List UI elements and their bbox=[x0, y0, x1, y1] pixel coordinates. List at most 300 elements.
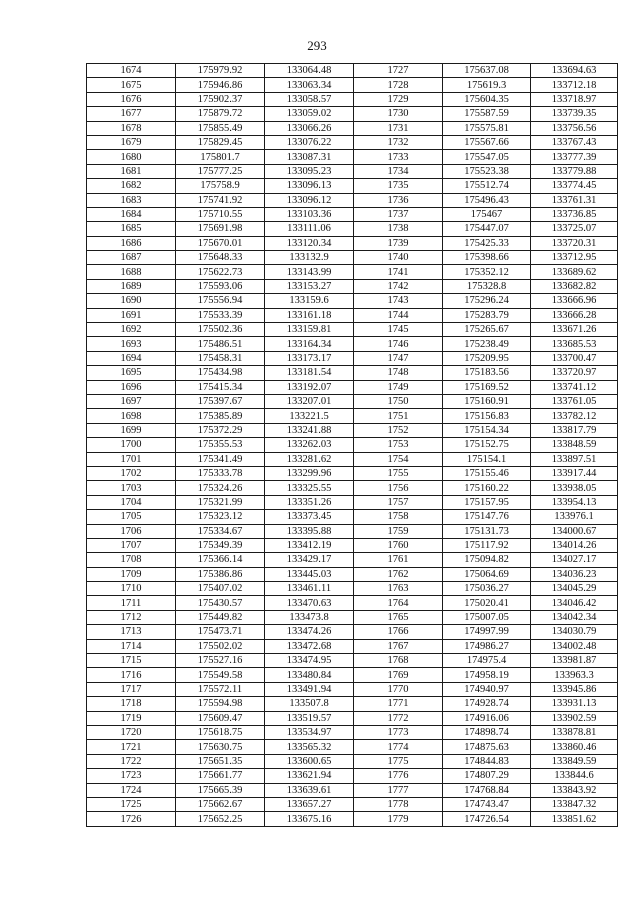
y-coordinate-cell: 133963.3 bbox=[531, 668, 618, 682]
table-row bbox=[87, 452, 618, 466]
point-number-cell: 1765 bbox=[354, 610, 443, 624]
y-coordinate-cell: 133565.32 bbox=[265, 740, 354, 754]
x-coordinate-cell: 175458.31 bbox=[176, 351, 265, 365]
x-coordinate-cell: 175533.39 bbox=[176, 308, 265, 322]
table-row bbox=[87, 207, 618, 221]
point-number-cell: 1685 bbox=[87, 222, 176, 236]
point-number-cell: 1688 bbox=[87, 265, 176, 279]
x-coordinate-cell: 175117.92 bbox=[443, 538, 531, 552]
table-row bbox=[87, 553, 618, 567]
table-row bbox=[87, 654, 618, 668]
table-row bbox=[87, 725, 618, 739]
table-row bbox=[87, 323, 618, 337]
x-coordinate-cell: 174807.29 bbox=[443, 769, 531, 783]
table-row bbox=[87, 64, 618, 78]
x-coordinate-cell: 175486.51 bbox=[176, 337, 265, 351]
point-number-cell: 1693 bbox=[87, 337, 176, 351]
x-coordinate-cell: 175609.47 bbox=[176, 711, 265, 725]
x-coordinate-cell: 175829.45 bbox=[176, 135, 265, 149]
point-number-cell: 1692 bbox=[87, 323, 176, 337]
table-row bbox=[87, 121, 618, 135]
y-coordinate-cell: 133931.13 bbox=[531, 697, 618, 711]
x-coordinate-cell: 175265.67 bbox=[443, 323, 531, 337]
point-number-cell: 1704 bbox=[87, 495, 176, 509]
x-coordinate-cell: 175662.67 bbox=[176, 797, 265, 811]
x-coordinate-cell: 174958.19 bbox=[443, 668, 531, 682]
point-number-cell: 1753 bbox=[354, 438, 443, 452]
point-number-cell: 1744 bbox=[354, 308, 443, 322]
x-coordinate-cell: 175131.73 bbox=[443, 524, 531, 538]
point-number-cell: 1746 bbox=[354, 337, 443, 351]
point-number-cell: 1678 bbox=[87, 121, 176, 135]
point-number-cell: 1700 bbox=[87, 438, 176, 452]
table-row bbox=[87, 740, 618, 754]
table-row bbox=[87, 193, 618, 207]
x-coordinate-cell: 175321.99 bbox=[176, 495, 265, 509]
point-number-cell: 1713 bbox=[87, 625, 176, 639]
x-coordinate-cell: 175618.75 bbox=[176, 725, 265, 739]
table-row bbox=[87, 812, 618, 826]
x-coordinate-cell: 175473.71 bbox=[176, 625, 265, 639]
point-number-cell: 1706 bbox=[87, 524, 176, 538]
y-coordinate-cell: 133945.86 bbox=[531, 682, 618, 696]
y-coordinate-cell: 134027.17 bbox=[531, 553, 618, 567]
point-number-cell: 1779 bbox=[354, 812, 443, 826]
y-coordinate-cell: 133096.13 bbox=[265, 179, 354, 193]
point-number-cell: 1727 bbox=[354, 64, 443, 78]
point-number-cell: 1775 bbox=[354, 754, 443, 768]
table-row bbox=[87, 135, 618, 149]
x-coordinate-cell: 174743.47 bbox=[443, 797, 531, 811]
y-coordinate-cell: 133741.12 bbox=[531, 380, 618, 394]
y-coordinate-cell: 133480.84 bbox=[265, 668, 354, 682]
point-number-cell: 1710 bbox=[87, 582, 176, 596]
y-coordinate-cell: 133897.51 bbox=[531, 452, 618, 466]
x-coordinate-cell: 175296.24 bbox=[443, 294, 531, 308]
point-number-cell: 1757 bbox=[354, 495, 443, 509]
point-number-cell: 1682 bbox=[87, 179, 176, 193]
y-coordinate-cell: 134042.34 bbox=[531, 610, 618, 624]
x-coordinate-cell: 175575.81 bbox=[443, 121, 531, 135]
table-row bbox=[87, 423, 618, 437]
x-coordinate-cell: 175879.72 bbox=[176, 107, 265, 121]
point-number-cell: 1725 bbox=[87, 797, 176, 811]
y-coordinate-cell: 133981.87 bbox=[531, 654, 618, 668]
y-coordinate-cell: 133720.97 bbox=[531, 366, 618, 380]
y-coordinate-cell: 133059.02 bbox=[265, 107, 354, 121]
point-number-cell: 1742 bbox=[354, 279, 443, 293]
x-coordinate-cell: 175156.83 bbox=[443, 409, 531, 423]
x-coordinate-cell: 175333.78 bbox=[176, 466, 265, 480]
x-coordinate-cell: 174928.74 bbox=[443, 697, 531, 711]
point-number-cell: 1732 bbox=[354, 135, 443, 149]
y-coordinate-cell: 133299.96 bbox=[265, 466, 354, 480]
x-coordinate-cell: 174986.27 bbox=[443, 639, 531, 653]
y-coordinate-cell: 133671.26 bbox=[531, 323, 618, 337]
x-coordinate-cell: 175154.34 bbox=[443, 423, 531, 437]
x-coordinate-cell: 175549.58 bbox=[176, 668, 265, 682]
x-coordinate-cell: 175502.02 bbox=[176, 639, 265, 653]
y-coordinate-cell: 133470.63 bbox=[265, 596, 354, 610]
point-number-cell: 1677 bbox=[87, 107, 176, 121]
point-number-cell: 1743 bbox=[354, 294, 443, 308]
y-coordinate-cell: 133461.11 bbox=[265, 582, 354, 596]
point-number-cell: 1776 bbox=[354, 769, 443, 783]
table-row bbox=[87, 538, 618, 552]
y-coordinate-cell: 133851.62 bbox=[531, 812, 618, 826]
table-row bbox=[87, 409, 618, 423]
y-coordinate-cell: 134046.42 bbox=[531, 596, 618, 610]
point-number-cell: 1699 bbox=[87, 423, 176, 437]
x-coordinate-cell: 175323.12 bbox=[176, 510, 265, 524]
table-row bbox=[87, 466, 618, 480]
x-coordinate-cell: 175036.27 bbox=[443, 582, 531, 596]
point-number-cell: 1760 bbox=[354, 538, 443, 552]
point-number-cell: 1734 bbox=[354, 164, 443, 178]
point-number-cell: 1705 bbox=[87, 510, 176, 524]
x-coordinate-cell: 175183.56 bbox=[443, 366, 531, 380]
point-number-cell: 1752 bbox=[354, 423, 443, 437]
x-coordinate-cell: 175556.94 bbox=[176, 294, 265, 308]
y-coordinate-cell: 133241.88 bbox=[265, 423, 354, 437]
point-number-cell: 1709 bbox=[87, 567, 176, 581]
table-row bbox=[87, 380, 618, 394]
point-number-cell: 1755 bbox=[354, 466, 443, 480]
y-coordinate-cell: 133111.06 bbox=[265, 222, 354, 236]
point-number-cell: 1722 bbox=[87, 754, 176, 768]
table-row bbox=[87, 438, 618, 452]
y-coordinate-cell: 133164.34 bbox=[265, 337, 354, 351]
point-number-cell: 1681 bbox=[87, 164, 176, 178]
y-coordinate-cell: 133694.63 bbox=[531, 64, 618, 78]
point-number-cell: 1736 bbox=[354, 193, 443, 207]
y-coordinate-cell: 133507.8 bbox=[265, 697, 354, 711]
point-number-cell: 1686 bbox=[87, 236, 176, 250]
y-coordinate-cell: 133161.18 bbox=[265, 308, 354, 322]
x-coordinate-cell: 175777.25 bbox=[176, 164, 265, 178]
point-number-cell: 1703 bbox=[87, 481, 176, 495]
y-coordinate-cell: 133063.34 bbox=[265, 78, 354, 92]
table-row bbox=[87, 495, 618, 509]
y-coordinate-cell: 133445.03 bbox=[265, 567, 354, 581]
y-coordinate-cell: 133351.26 bbox=[265, 495, 354, 509]
table-row bbox=[87, 251, 618, 265]
x-coordinate-cell: 175946.86 bbox=[176, 78, 265, 92]
table-row bbox=[87, 797, 618, 811]
table-row bbox=[87, 308, 618, 322]
y-coordinate-cell: 133860.46 bbox=[531, 740, 618, 754]
point-number-cell: 1719 bbox=[87, 711, 176, 725]
y-coordinate-cell: 133675.16 bbox=[265, 812, 354, 826]
y-coordinate-cell: 133844.6 bbox=[531, 769, 618, 783]
table-row bbox=[87, 222, 618, 236]
y-coordinate-cell: 133395.88 bbox=[265, 524, 354, 538]
y-coordinate-cell: 133058.57 bbox=[265, 92, 354, 106]
x-coordinate-cell: 174940.97 bbox=[443, 682, 531, 696]
table-row bbox=[87, 265, 618, 279]
x-coordinate-cell: 175397.67 bbox=[176, 394, 265, 408]
y-coordinate-cell: 133902.59 bbox=[531, 711, 618, 725]
y-coordinate-cell: 133173.17 bbox=[265, 351, 354, 365]
table-row bbox=[87, 711, 618, 725]
table-row bbox=[87, 582, 618, 596]
y-coordinate-cell: 133221.5 bbox=[265, 409, 354, 423]
x-coordinate-cell: 175349.39 bbox=[176, 538, 265, 552]
y-coordinate-cell: 133761.31 bbox=[531, 193, 618, 207]
point-number-cell: 1756 bbox=[354, 481, 443, 495]
table-row bbox=[87, 107, 618, 121]
y-coordinate-cell: 133817.79 bbox=[531, 423, 618, 437]
y-coordinate-cell: 133143.99 bbox=[265, 265, 354, 279]
x-coordinate-cell: 174898.74 bbox=[443, 725, 531, 739]
y-coordinate-cell: 133954.13 bbox=[531, 495, 618, 509]
point-number-cell: 1737 bbox=[354, 207, 443, 221]
table-row bbox=[87, 279, 618, 293]
x-coordinate-cell: 174916.06 bbox=[443, 711, 531, 725]
point-number-cell: 1777 bbox=[354, 783, 443, 797]
x-coordinate-cell: 175415.34 bbox=[176, 380, 265, 394]
x-coordinate-cell: 175467 bbox=[443, 207, 531, 221]
x-coordinate-cell: 175152.75 bbox=[443, 438, 531, 452]
table-row bbox=[87, 236, 618, 250]
point-number-cell: 1712 bbox=[87, 610, 176, 624]
point-number-cell: 1690 bbox=[87, 294, 176, 308]
x-coordinate-cell: 174844.83 bbox=[443, 754, 531, 768]
point-number-cell: 1739 bbox=[354, 236, 443, 250]
x-coordinate-cell: 175648.33 bbox=[176, 251, 265, 265]
point-number-cell: 1764 bbox=[354, 596, 443, 610]
y-coordinate-cell: 134030.79 bbox=[531, 625, 618, 639]
x-coordinate-cell: 175502.36 bbox=[176, 323, 265, 337]
page-number: 293 bbox=[307, 38, 327, 53]
table-row bbox=[87, 351, 618, 365]
x-coordinate-cell: 175710.55 bbox=[176, 207, 265, 221]
table-row bbox=[87, 92, 618, 106]
y-coordinate-cell: 134000.67 bbox=[531, 524, 618, 538]
point-number-cell: 1698 bbox=[87, 409, 176, 423]
x-coordinate-cell: 175160.91 bbox=[443, 394, 531, 408]
x-coordinate-cell: 175007.05 bbox=[443, 610, 531, 624]
x-coordinate-cell: 175619.3 bbox=[443, 78, 531, 92]
point-number-cell: 1715 bbox=[87, 654, 176, 668]
y-coordinate-cell: 133325.55 bbox=[265, 481, 354, 495]
x-coordinate-cell: 175512.74 bbox=[443, 179, 531, 193]
table-row bbox=[87, 769, 618, 783]
table-row bbox=[87, 179, 618, 193]
point-number-cell: 1740 bbox=[354, 251, 443, 265]
x-coordinate-cell: 175651.35 bbox=[176, 754, 265, 768]
point-number-cell: 1723 bbox=[87, 769, 176, 783]
y-coordinate-cell: 133132.9 bbox=[265, 251, 354, 265]
point-number-cell: 1718 bbox=[87, 697, 176, 711]
y-coordinate-cell: 133600.65 bbox=[265, 754, 354, 768]
x-coordinate-cell: 175661.77 bbox=[176, 769, 265, 783]
table-row bbox=[87, 510, 618, 524]
x-coordinate-cell: 175398.66 bbox=[443, 251, 531, 265]
x-coordinate-cell: 175801.7 bbox=[176, 150, 265, 164]
y-coordinate-cell: 133689.62 bbox=[531, 265, 618, 279]
table-row bbox=[87, 754, 618, 768]
y-coordinate-cell: 133739.35 bbox=[531, 107, 618, 121]
x-coordinate-cell: 174875.63 bbox=[443, 740, 531, 754]
x-coordinate-cell: 175527.16 bbox=[176, 654, 265, 668]
table-row bbox=[87, 596, 618, 610]
point-number-cell: 1738 bbox=[354, 222, 443, 236]
x-coordinate-cell: 175366.14 bbox=[176, 553, 265, 567]
point-number-cell: 1766 bbox=[354, 625, 443, 639]
point-number-cell: 1772 bbox=[354, 711, 443, 725]
y-coordinate-cell: 133849.59 bbox=[531, 754, 618, 768]
point-number-cell: 1773 bbox=[354, 725, 443, 739]
y-coordinate-cell: 133657.27 bbox=[265, 797, 354, 811]
table-row bbox=[87, 639, 618, 653]
point-number-cell: 1733 bbox=[354, 150, 443, 164]
point-number-cell: 1711 bbox=[87, 596, 176, 610]
y-coordinate-cell: 133095.23 bbox=[265, 164, 354, 178]
x-coordinate-cell: 175283.79 bbox=[443, 308, 531, 322]
point-number-cell: 1680 bbox=[87, 150, 176, 164]
x-coordinate-cell: 175622.73 bbox=[176, 265, 265, 279]
x-coordinate-cell: 175547.05 bbox=[443, 150, 531, 164]
point-number-cell: 1771 bbox=[354, 697, 443, 711]
x-coordinate-cell: 175324.26 bbox=[176, 481, 265, 495]
y-coordinate-cell: 133712.18 bbox=[531, 78, 618, 92]
y-coordinate-cell: 133066.26 bbox=[265, 121, 354, 135]
point-number-cell: 1691 bbox=[87, 308, 176, 322]
x-coordinate-cell: 175902.37 bbox=[176, 92, 265, 106]
point-number-cell: 1778 bbox=[354, 797, 443, 811]
y-coordinate-cell: 134002.48 bbox=[531, 639, 618, 653]
x-coordinate-cell: 175434.98 bbox=[176, 366, 265, 380]
x-coordinate-cell: 175372.29 bbox=[176, 423, 265, 437]
x-coordinate-cell: 174768.84 bbox=[443, 783, 531, 797]
point-number-cell: 1767 bbox=[354, 639, 443, 653]
y-coordinate-cell: 133878.81 bbox=[531, 725, 618, 739]
point-number-cell: 1674 bbox=[87, 64, 176, 78]
x-coordinate-cell: 174997.99 bbox=[443, 625, 531, 639]
x-coordinate-cell: 175665.39 bbox=[176, 783, 265, 797]
y-coordinate-cell: 133682.82 bbox=[531, 279, 618, 293]
y-coordinate-cell: 133725.07 bbox=[531, 222, 618, 236]
x-coordinate-cell: 175594.98 bbox=[176, 697, 265, 711]
y-coordinate-cell: 133720.31 bbox=[531, 236, 618, 250]
y-coordinate-cell: 133848.59 bbox=[531, 438, 618, 452]
coordinates-table-body bbox=[87, 64, 618, 827]
table-row bbox=[87, 481, 618, 495]
x-coordinate-cell: 175855.49 bbox=[176, 121, 265, 135]
x-coordinate-cell: 175169.52 bbox=[443, 380, 531, 394]
y-coordinate-cell: 133767.43 bbox=[531, 135, 618, 149]
x-coordinate-cell: 175341.49 bbox=[176, 452, 265, 466]
y-coordinate-cell: 133491.94 bbox=[265, 682, 354, 696]
point-number-cell: 1747 bbox=[354, 351, 443, 365]
x-coordinate-cell: 175523.38 bbox=[443, 164, 531, 178]
point-number-cell: 1768 bbox=[354, 654, 443, 668]
table-row bbox=[87, 394, 618, 408]
point-number-cell: 1762 bbox=[354, 567, 443, 581]
table-row bbox=[87, 294, 618, 308]
x-coordinate-cell: 175567.66 bbox=[443, 135, 531, 149]
y-coordinate-cell: 133076.22 bbox=[265, 135, 354, 149]
point-number-cell: 1721 bbox=[87, 740, 176, 754]
x-coordinate-cell: 175425.33 bbox=[443, 236, 531, 250]
x-coordinate-cell: 175160.22 bbox=[443, 481, 531, 495]
point-number-cell: 1701 bbox=[87, 452, 176, 466]
x-coordinate-cell: 174726.54 bbox=[443, 812, 531, 826]
x-coordinate-cell: 175094.82 bbox=[443, 553, 531, 567]
x-coordinate-cell: 175691.98 bbox=[176, 222, 265, 236]
y-coordinate-cell: 133621.94 bbox=[265, 769, 354, 783]
y-coordinate-cell: 133429.17 bbox=[265, 553, 354, 567]
x-coordinate-cell: 175652.25 bbox=[176, 812, 265, 826]
x-coordinate-cell: 175155.46 bbox=[443, 466, 531, 480]
y-coordinate-cell: 133976.1 bbox=[531, 510, 618, 524]
y-coordinate-cell: 133761.05 bbox=[531, 394, 618, 408]
point-number-cell: 1770 bbox=[354, 682, 443, 696]
x-coordinate-cell: 175209.95 bbox=[443, 351, 531, 365]
y-coordinate-cell: 134014.26 bbox=[531, 538, 618, 552]
y-coordinate-cell: 133472.68 bbox=[265, 639, 354, 653]
y-coordinate-cell: 133782.12 bbox=[531, 409, 618, 423]
y-coordinate-cell: 133666.28 bbox=[531, 308, 618, 322]
x-coordinate-cell: 175238.49 bbox=[443, 337, 531, 351]
table-row bbox=[87, 783, 618, 797]
x-coordinate-cell: 175758.9 bbox=[176, 179, 265, 193]
y-coordinate-cell: 133412.19 bbox=[265, 538, 354, 552]
y-coordinate-cell: 133120.34 bbox=[265, 236, 354, 250]
x-coordinate-cell: 175670.01 bbox=[176, 236, 265, 250]
point-number-cell: 1731 bbox=[354, 121, 443, 135]
point-number-cell: 1717 bbox=[87, 682, 176, 696]
table-row bbox=[87, 697, 618, 711]
point-number-cell: 1676 bbox=[87, 92, 176, 106]
point-number-cell: 1716 bbox=[87, 668, 176, 682]
point-number-cell: 1735 bbox=[354, 179, 443, 193]
y-coordinate-cell: 134045.29 bbox=[531, 582, 618, 596]
y-coordinate-cell: 133718.97 bbox=[531, 92, 618, 106]
table-row bbox=[87, 78, 618, 92]
x-coordinate-cell: 175157.95 bbox=[443, 495, 531, 509]
point-number-cell: 1694 bbox=[87, 351, 176, 365]
y-coordinate-cell: 133779.88 bbox=[531, 164, 618, 178]
x-coordinate-cell: 175328.8 bbox=[443, 279, 531, 293]
table-row bbox=[87, 150, 618, 164]
y-coordinate-cell: 133938.05 bbox=[531, 481, 618, 495]
y-coordinate-cell: 133281.62 bbox=[265, 452, 354, 466]
table-row bbox=[87, 668, 618, 682]
point-number-cell: 1702 bbox=[87, 466, 176, 480]
x-coordinate-cell: 175587.59 bbox=[443, 107, 531, 121]
x-coordinate-cell: 175386.86 bbox=[176, 567, 265, 581]
y-coordinate-cell: 133192.07 bbox=[265, 380, 354, 394]
point-number-cell: 1689 bbox=[87, 279, 176, 293]
y-coordinate-cell: 133181.54 bbox=[265, 366, 354, 380]
y-coordinate-cell: 133207.01 bbox=[265, 394, 354, 408]
x-coordinate-cell: 175352.12 bbox=[443, 265, 531, 279]
x-coordinate-cell: 174975.4 bbox=[443, 654, 531, 668]
x-coordinate-cell: 175447.07 bbox=[443, 222, 531, 236]
point-number-cell: 1707 bbox=[87, 538, 176, 552]
point-number-cell: 1720 bbox=[87, 725, 176, 739]
point-number-cell: 1763 bbox=[354, 582, 443, 596]
y-coordinate-cell: 133473.8 bbox=[265, 610, 354, 624]
y-coordinate-cell: 133700.47 bbox=[531, 351, 618, 365]
point-number-cell: 1769 bbox=[354, 668, 443, 682]
y-coordinate-cell: 133917.44 bbox=[531, 466, 618, 480]
y-coordinate-cell: 133736.85 bbox=[531, 207, 618, 221]
point-number-cell: 1730 bbox=[354, 107, 443, 121]
point-number-cell: 1687 bbox=[87, 251, 176, 265]
